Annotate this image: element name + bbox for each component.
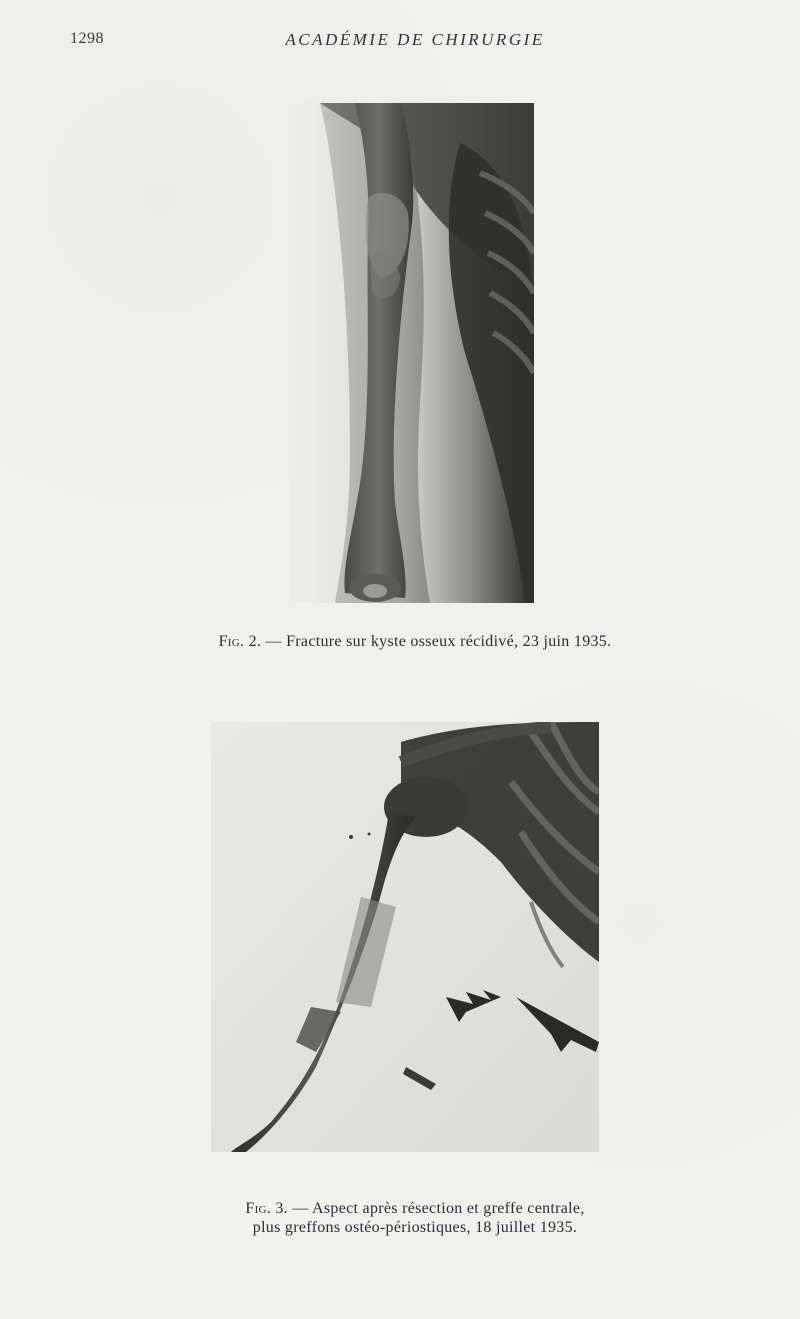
- page-number: 1298: [70, 30, 104, 47]
- figure-2-caption-text: — Fracture sur kyste osseux récidivé, 23 juin 1935.: [265, 633, 612, 650]
- figure-3-label: Fig. 3.: [245, 1200, 288, 1217]
- figure-3-radiograph: [211, 722, 599, 1152]
- running-head: ACADÉMIE DE CHIRURGIE: [285, 30, 545, 49]
- figure-2-label: Fig. 2.: [218, 633, 262, 650]
- figure-2-caption: [0, 632, 800, 651]
- figure-3-caption-line-1: [0, 1199, 800, 1218]
- figure-2-xray-image: [290, 103, 534, 603]
- figure-2-radiograph: [290, 103, 534, 603]
- figure-3-caption-line-2: plus greffons ostéo-périostiques, 18 juillet 1935.: [252, 1219, 578, 1236]
- figure-3-xray-image: [211, 722, 599, 1152]
- figure-3-caption-text-1: — Aspect après résection et greffe centrale,: [292, 1200, 585, 1217]
